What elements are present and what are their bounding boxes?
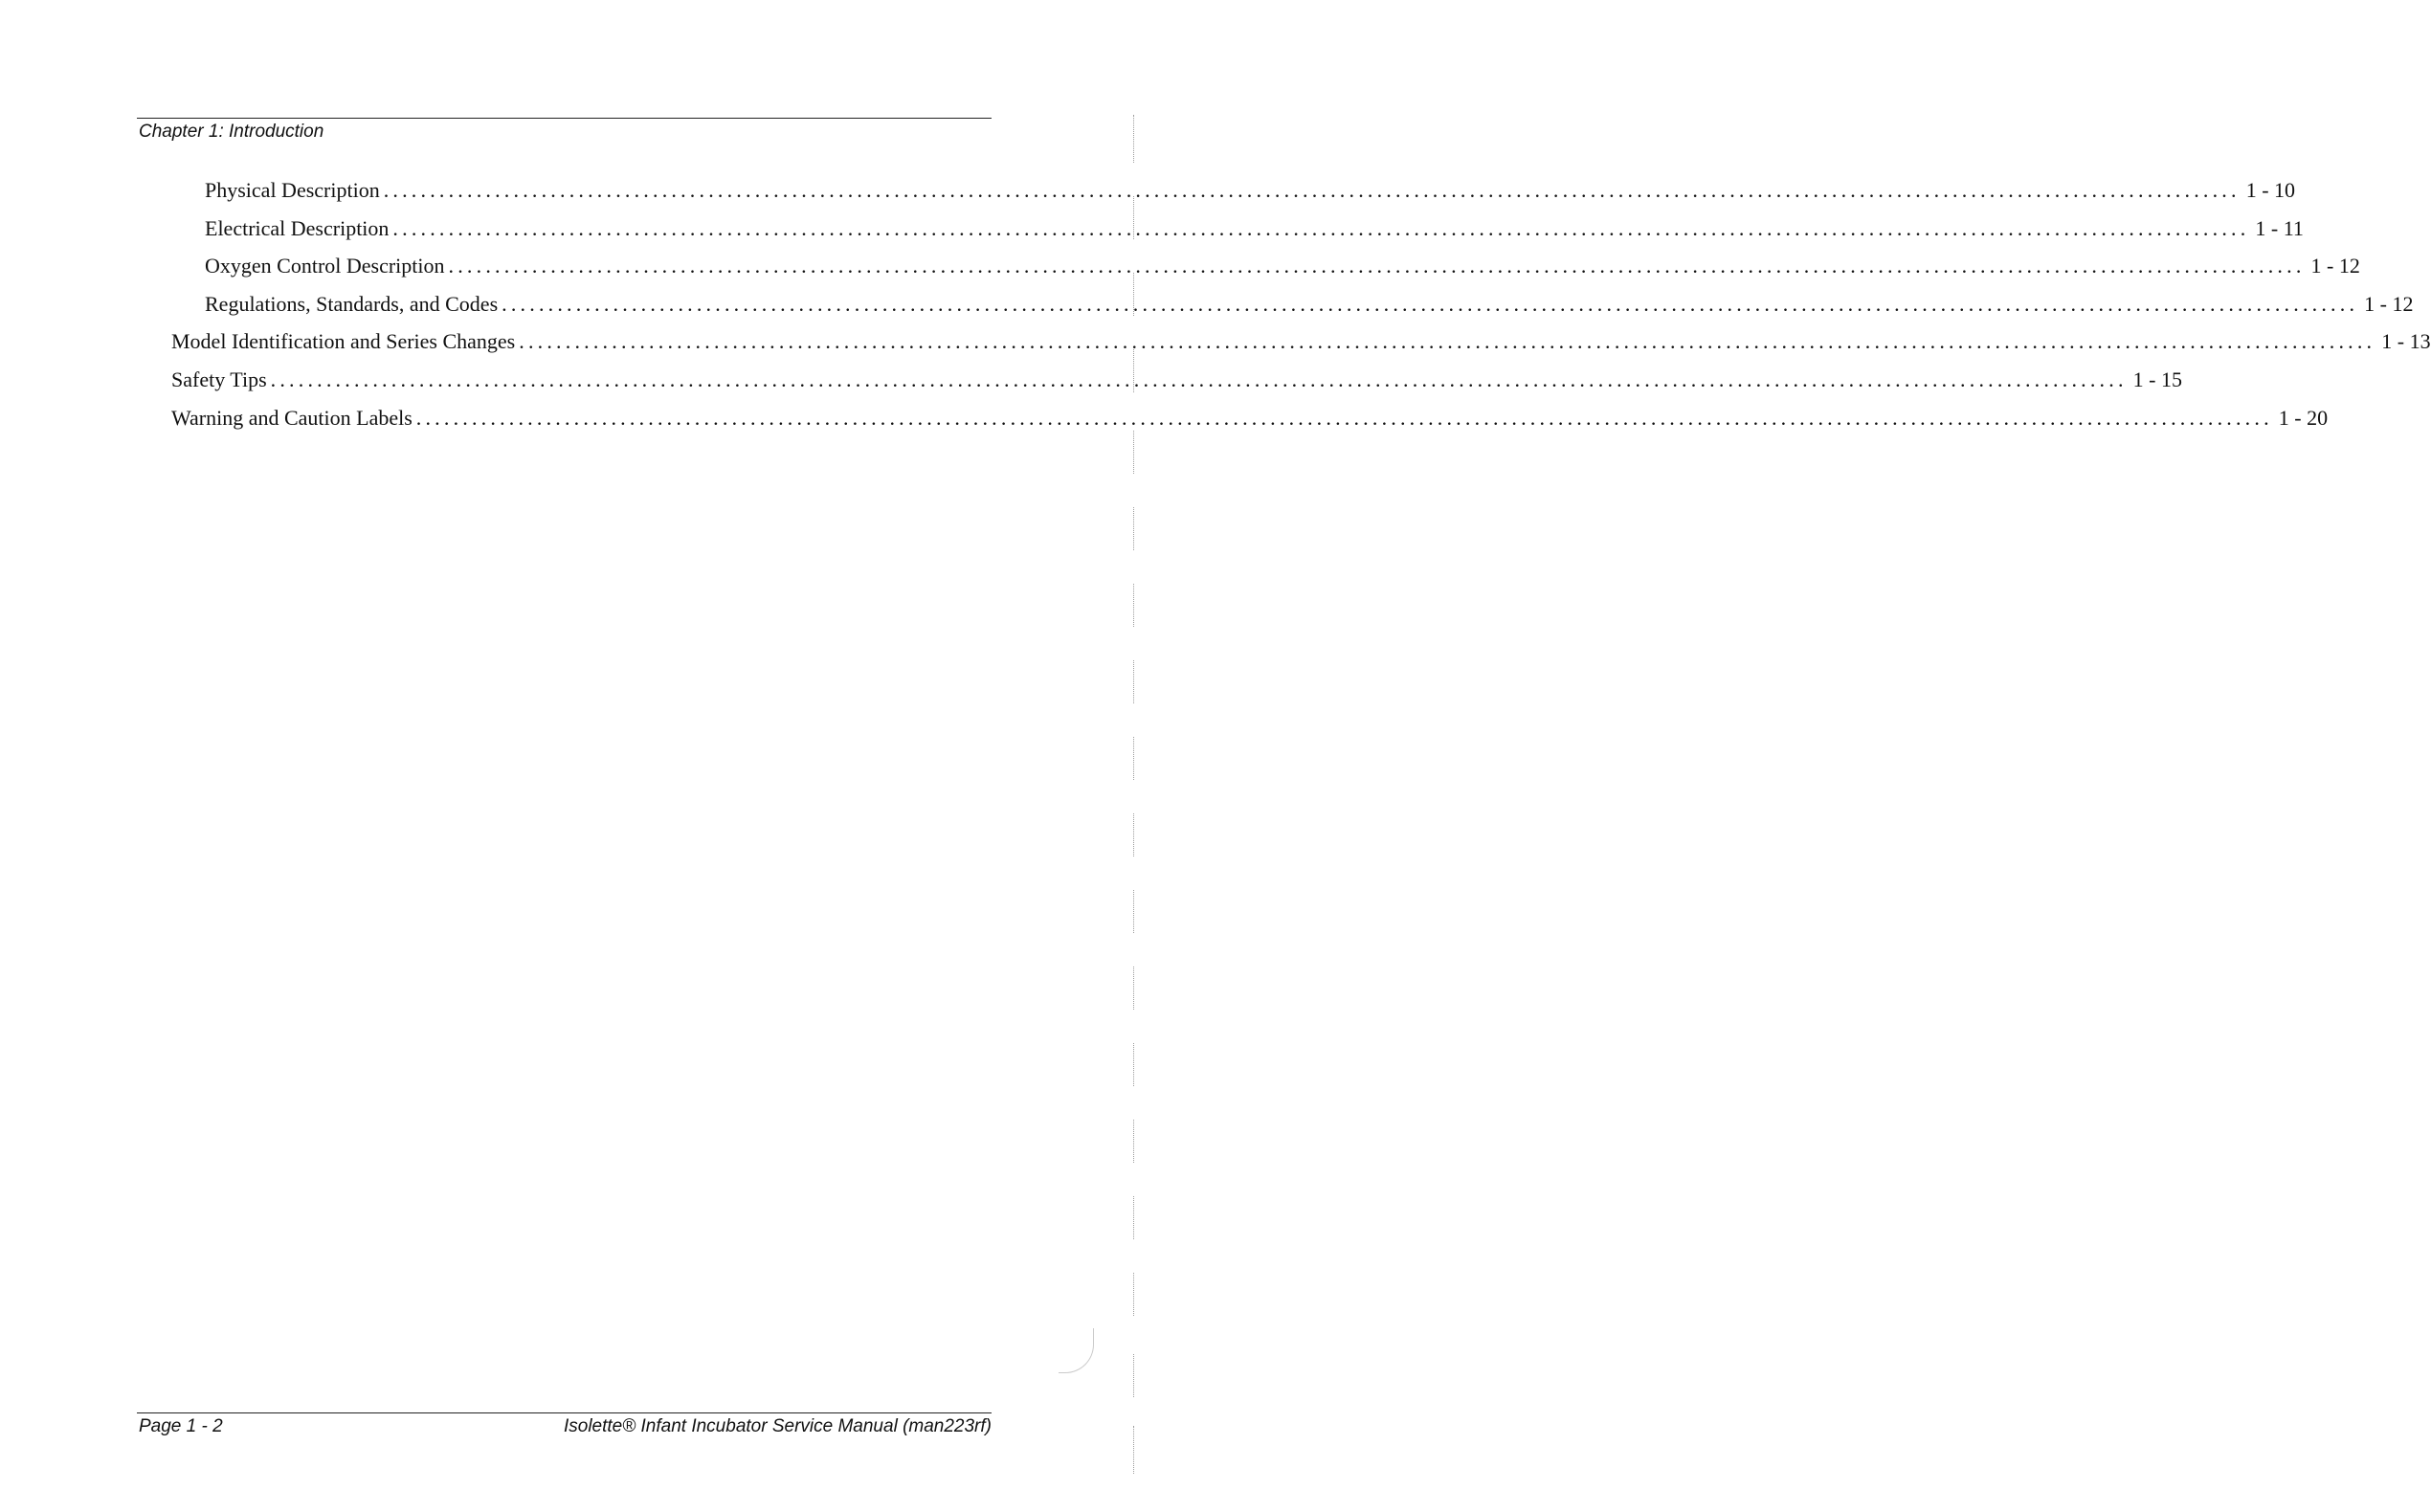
- toc-entry-label: Oxygen Control Description: [205, 254, 445, 278]
- toc-entry-label: Safety Tips: [171, 367, 267, 391]
- binder-mark: [1131, 660, 1134, 703]
- toc-entry[interactable]: [205, 251, 2360, 281]
- toc-entry[interactable]: [171, 403, 2329, 434]
- toc-entry[interactable]: [205, 175, 2296, 206]
- binder-punch-marks: [1126, 115, 1139, 1474]
- toc-entry-label: Physical Description: [205, 178, 380, 202]
- binder-mark: [1131, 967, 1134, 1010]
- binder-mark: [1131, 1043, 1134, 1086]
- toc-entry-page: 1 - 12: [2310, 254, 2360, 278]
- binder-mark: [1131, 431, 1134, 474]
- toc-entry-page: 1 - 10: [2245, 178, 2296, 202]
- toc-leader-dots: ........................................................................................................................................................................................................: [392, 216, 2250, 240]
- toc-entry-label: Electrical Description: [205, 216, 390, 240]
- toc-entry-page: 1 - 15: [2132, 367, 2182, 391]
- toc-entry-page: 1 - 11: [2255, 216, 2304, 240]
- toc-entry-page: 1 - 13: [2381, 329, 2431, 353]
- toc-leader-dots: ........................................................................................................................................................................................................: [383, 178, 2241, 202]
- footer-page-number: Page 1 - 2: [139, 1416, 223, 1436]
- binder-mark: [1131, 890, 1134, 933]
- binder-ring-shadow: [1059, 1328, 1094, 1373]
- binder-mark: [1131, 1196, 1134, 1239]
- toc-leader-dots: ........................................................................................................................................................................................................: [415, 406, 2273, 430]
- toc-entry-label: Warning and Caution Labels: [171, 406, 413, 430]
- toc-entry[interactable]: [205, 213, 2304, 244]
- binder-mark: [1131, 115, 1134, 163]
- toc-leader-dots: ........................................................................................................................................................................................................: [270, 367, 2128, 391]
- binder-mark: [1131, 1273, 1134, 1316]
- chapter-title: Chapter 1: Introduction: [139, 122, 324, 142]
- binder-mark: [1131, 584, 1134, 627]
- toc-entry-label: Regulations, Standards, and Codes: [205, 292, 499, 316]
- toc-entry-page: 1 - 20: [2278, 406, 2329, 430]
- toc-entry[interactable]: [205, 289, 2414, 320]
- toc-entry[interactable]: [171, 326, 2431, 357]
- toc-leader-dots: ........................................................................................................................................................................................................: [502, 292, 2359, 316]
- binder-mark: [1131, 196, 1134, 239]
- binder-mark: [1131, 1354, 1134, 1397]
- toc-leader-dots: ........................................................................................................................................................................................................: [448, 254, 2306, 278]
- binder-mark: [1131, 1120, 1134, 1163]
- header-rule: [137, 118, 992, 119]
- binder-mark: [1131, 349, 1134, 392]
- toc-entry-page: 1 - 12: [2364, 292, 2414, 316]
- binder-mark: [1131, 737, 1134, 780]
- binder-mark: [1131, 507, 1134, 550]
- footer-rule: [137, 1412, 992, 1413]
- binder-mark: [1131, 1426, 1134, 1474]
- toc-entry-label: Model Identification and Series Changes: [171, 329, 516, 353]
- toc-leader-dots: ........................................................................................................................................................................................................: [519, 329, 2376, 353]
- footer-manual-title: Isolette® Infant Incubator Service Manual (man223rf): [563, 1416, 992, 1436]
- toc-entry[interactable]: [171, 365, 2182, 395]
- binder-mark: [1131, 813, 1134, 856]
- binder-mark: [1131, 273, 1134, 316]
